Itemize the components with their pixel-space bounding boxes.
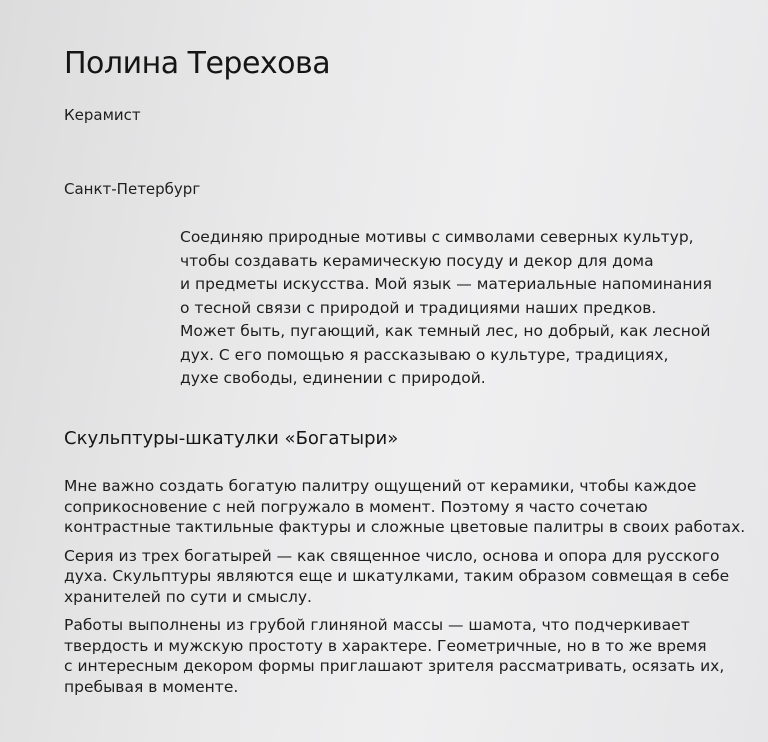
artist-statement	[180, 226, 740, 391]
series-paragraph	[64, 476, 754, 538]
series-line: пребывая в моменте.	[64, 677, 239, 696]
statement-line: и предметы искусства. Мой язык — материальные напоминания	[180, 275, 712, 293]
artist-name: Полина Терехова	[64, 46, 331, 81]
series-line: контрастные тактильные фактуры и сложные цветовые палитры в своих работах.	[64, 518, 746, 536]
artist-role: Керамист	[64, 106, 141, 124]
statement-line: духе свободы, единении с природой.	[180, 369, 486, 387]
artist-city: Санкт-Петербург	[64, 180, 201, 198]
series-line: Мне важно создать богатую палитру ощущений от керамики, чтобы каждое	[64, 477, 697, 495]
statement-paragraph	[180, 226, 740, 391]
statement-line: Может быть, пугающий, как темный лес, но добрый, как лесной	[180, 322, 711, 340]
series-paragraph	[64, 615, 754, 697]
series-line: с интересным декором формы приглашают зрителя рассматривать, осязать их,	[64, 657, 725, 675]
series-line: соприкосновение с ней погружало в момент. Поэтому я часто сочетаю	[64, 497, 648, 516]
series-paragraph	[64, 546, 754, 608]
series-title: Скульптуры-шкатулки «Богатыри»	[64, 428, 399, 449]
statement-line: Соединяю природные мотивы с символами северных культур,	[180, 228, 694, 246]
statement-line: дух. С его помощью я рассказываю о культуре, традициях,	[180, 345, 669, 364]
series-description	[64, 476, 754, 705]
series-line: Серия из трех богатырей — как священное число, основа и опора для русского	[64, 546, 720, 565]
series-line: духа. Скульптуры являются еще и шкатулками, таким образом совмещая в себе	[64, 567, 730, 585]
statement-line: о тесной связи с природой и традициями наших предков.	[180, 298, 657, 317]
series-line: твердость и мужскую простоту в характере. Геометричные, но в то же время	[64, 636, 707, 655]
series-line: хранителей по сути и смыслу.	[64, 587, 312, 606]
statement-line: чтобы создавать керамическую посуду и декор для дома	[180, 251, 654, 270]
series-line: Работы выполнены из грубой глиняной массы — шамота, что подчеркивает	[64, 616, 690, 634]
